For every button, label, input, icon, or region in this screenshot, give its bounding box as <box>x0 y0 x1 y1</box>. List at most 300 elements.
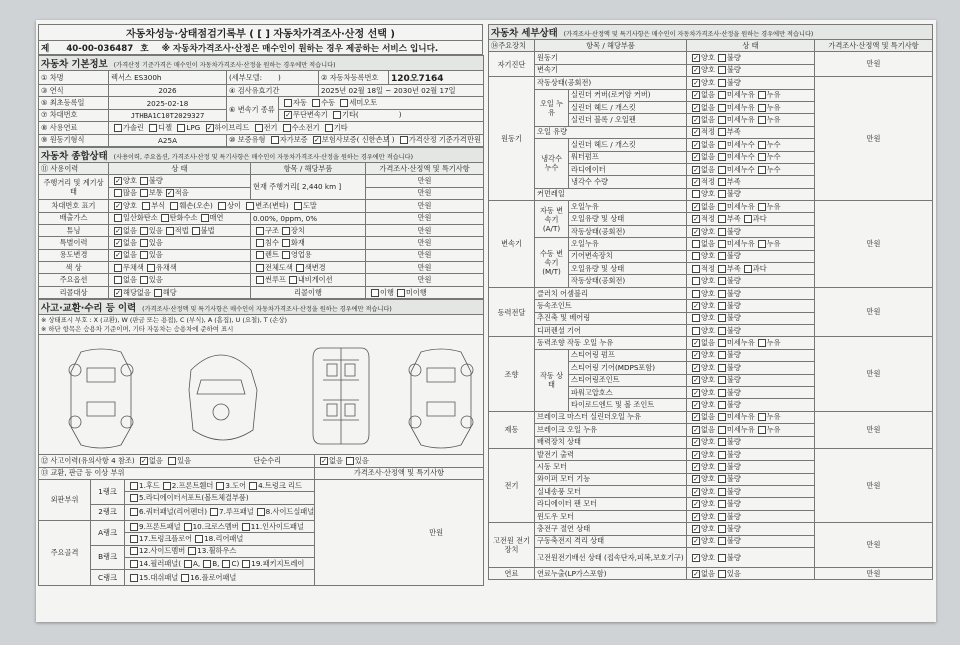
detail-sub-name: 수동 변속기 (M/T) <box>535 238 569 288</box>
checkbox[interactable] <box>718 389 726 397</box>
detail-header-device: ⑭주요장치 <box>489 40 535 52</box>
valid-label: ④ 검사유효기간 <box>227 85 319 97</box>
checkbox[interactable] <box>718 413 726 421</box>
detail-state <box>687 498 815 510</box>
option-label: 불량 <box>726 226 741 236</box>
rank2: 2랭크 <box>91 504 125 520</box>
checkbox[interactable] <box>692 525 700 533</box>
checkbox[interactable] <box>692 513 700 521</box>
option-label: 불량 <box>726 313 741 323</box>
engine: A25A <box>109 134 227 146</box>
checkbox[interactable] <box>692 327 700 335</box>
parts-price: 만원 <box>315 480 484 586</box>
basic-info-table <box>38 55 484 147</box>
detail-state <box>687 473 815 485</box>
detail-row <box>489 568 933 580</box>
option-label: 불량 <box>726 288 741 298</box>
option-label: 있음 <box>726 568 741 578</box>
checkbox[interactable] <box>692 302 700 310</box>
detail-item: 오일누유 <box>569 201 687 213</box>
detail-row <box>489 448 933 460</box>
option-label: 누유 <box>766 412 781 422</box>
checkbox[interactable] <box>744 265 752 273</box>
option-label: 불량 <box>726 65 741 75</box>
detail-group-name: 고전원 전기장치 <box>489 523 535 568</box>
option-label: 없음 <box>701 238 715 248</box>
option-label: 불량 <box>726 523 741 533</box>
checkbox[interactable] <box>718 513 726 521</box>
detail-item: 스티어링 기어(MDPS포함) <box>569 362 687 374</box>
detail-item: 작동상태(공회전) <box>535 77 687 89</box>
option-label: 적정 <box>701 263 715 273</box>
checkbox[interactable] <box>758 203 766 211</box>
option-label: 불량 <box>726 375 741 385</box>
recall-opts: ✓ 해당없음 해당 <box>109 286 251 298</box>
option-label: 적정 <box>701 214 715 224</box>
checkbox[interactable] <box>692 228 700 236</box>
detail-group-name: 자기진단 <box>489 52 535 77</box>
option-label: 누수 <box>766 139 781 149</box>
option-label: 양호 <box>701 437 715 447</box>
checkbox[interactable] <box>718 327 726 335</box>
tuning-price: 만원 <box>366 224 484 236</box>
overall-header-item: 항목 / 해당부품 <box>251 162 366 174</box>
number-suffix: 호 <box>140 43 149 54</box>
trans-row-1: 자동 수동 세미오토 <box>279 97 484 109</box>
detail-item: 동력조향 작동 오일 누유 <box>535 337 687 349</box>
rank2-items: 6.쿼터패널(리어펜더) 7.루프패널 8.사이드실패널 <box>125 504 315 520</box>
detail-group-name: 조향 <box>489 337 535 411</box>
detail-item: 오일누유 <box>569 238 687 250</box>
special-label: 특별이력 <box>39 237 109 249</box>
option-label: 양호 <box>701 288 715 298</box>
color-price: 만원 <box>366 262 484 274</box>
checkbox[interactable] <box>692 426 700 434</box>
fuel-options: 가솔린 디젤 LPG ✓ 하이브리드 전기 수소전기 기타 <box>109 122 484 134</box>
first-reg-label: ⑤ 최초등록일 <box>39 97 109 109</box>
checkbox[interactable] <box>718 277 726 285</box>
detail-price: 만원 <box>815 523 933 568</box>
detail-state <box>687 324 815 336</box>
option-label: 없음 <box>701 139 715 149</box>
checkbox[interactable] <box>758 116 766 124</box>
detail-price: 만원 <box>815 52 933 77</box>
header-table <box>38 24 483 55</box>
trans-label: ⑥ 변속기 종류 <box>227 97 279 122</box>
detail-item: 라디에이터 <box>569 163 687 175</box>
color-label: 색 상 <box>39 262 109 274</box>
detail-state <box>687 510 815 522</box>
detail-state <box>687 436 815 448</box>
option-label: 불량 <box>726 400 741 410</box>
checkbox[interactable] <box>758 91 766 99</box>
detail-state <box>687 52 815 64</box>
emission-values: 0.00%, 0ppm, 0% <box>251 212 366 224</box>
accident-table <box>38 299 484 586</box>
detail-item: 기어변속장치 <box>569 250 687 262</box>
checkbox[interactable] <box>692 66 700 74</box>
option-label: 없음 <box>701 424 715 434</box>
detail-item: 윈도우 모터 <box>535 510 687 522</box>
option-label: 양호 <box>701 387 715 397</box>
detail-state <box>687 448 815 460</box>
checkbox[interactable] <box>718 488 726 496</box>
checkbox[interactable] <box>718 228 726 236</box>
option-label: 미세누유 <box>726 201 755 211</box>
checkbox[interactable] <box>692 79 700 87</box>
checkbox[interactable] <box>692 203 700 211</box>
checkbox[interactable] <box>718 426 726 434</box>
checkbox[interactable] <box>718 178 726 186</box>
checkbox[interactable] <box>758 141 766 149</box>
emission-opts: 일산화탄소 탄화수소 매연 <box>109 212 251 224</box>
detail-sub-name: 냉각수 누수 <box>535 139 569 189</box>
option-label: 미세누유 <box>726 338 755 348</box>
checkbox[interactable] <box>718 79 726 87</box>
checkbox[interactable] <box>692 166 700 174</box>
checkbox[interactable] <box>718 475 726 483</box>
rank1-items-2: 5.라디에이터서포트(볼트체결부품) <box>125 492 315 504</box>
checkbox[interactable] <box>718 554 726 562</box>
checkbox[interactable] <box>718 104 726 112</box>
detail-header-price: 가격조사·산정액 및 특기사항 <box>815 40 933 52</box>
option-label: 불량 <box>726 486 741 496</box>
option-label: 적정 <box>701 127 715 137</box>
option-label: 불량 <box>726 362 741 372</box>
checkbox[interactable] <box>718 537 726 545</box>
detail-header-item: 항목 / 해당부품 <box>535 40 687 52</box>
checkbox[interactable] <box>718 463 726 471</box>
detail-state <box>687 89 815 101</box>
checkbox[interactable] <box>758 166 766 174</box>
checkbox[interactable] <box>718 128 726 136</box>
checkbox[interactable] <box>718 438 726 446</box>
option-label: 없음 <box>701 568 715 578</box>
checkbox[interactable] <box>718 302 726 310</box>
option-label: 부족 <box>726 127 741 137</box>
detail-group-name: 제동 <box>489 411 535 448</box>
detail-state <box>687 411 815 423</box>
mileage-price: 만원 <box>366 175 484 187</box>
checkbox[interactable] <box>692 554 700 562</box>
option-label: 미세누유 <box>726 115 755 125</box>
option-label: 양호 <box>701 251 715 261</box>
detail-state <box>687 486 815 498</box>
detail-sub-name: 오일 누유 <box>535 89 569 126</box>
rankB: B랭크 <box>91 545 125 570</box>
detail-state <box>687 263 815 275</box>
detail-item: 실린더 커버(로커암 커버) <box>569 89 687 101</box>
form-number: 40-00-036487 <box>66 43 134 54</box>
checkbox[interactable] <box>692 252 700 260</box>
option-label: 불량 <box>726 350 741 360</box>
checkbox[interactable] <box>692 116 700 124</box>
mileage-price-2: 만원 <box>366 187 484 199</box>
mileage-state-2: 많음 보통✓ 적음 <box>109 187 251 199</box>
checkbox[interactable] <box>758 413 766 421</box>
checkbox[interactable] <box>692 128 700 136</box>
accident-legend: ※ 상태표시 부호 : X (교환), W (판금 또는 용접), C (부식), A (흠집), U (요철), T (손상) ※ 하단 항목은 승용차 기준이며, 기타 자동차는 승용차에 준하여 표시 <box>39 315 484 335</box>
option-label: 과다 <box>752 263 767 273</box>
detail-state <box>687 535 815 547</box>
detail-item: 충전구 절연 상태 <box>535 523 687 535</box>
checkbox[interactable] <box>692 389 700 397</box>
option-label: 없음 <box>701 338 715 348</box>
detail-state <box>687 275 815 287</box>
mileage-state-1: ✓양호 불량 <box>109 175 251 187</box>
checkbox[interactable] <box>692 277 700 285</box>
emission-price: 만원 <box>366 212 484 224</box>
checkbox[interactable] <box>692 351 700 359</box>
checkbox[interactable] <box>692 339 700 347</box>
option-label: 미세누수 <box>726 139 755 149</box>
detail-item: 실린더 헤드 / 개스킷 <box>569 101 687 113</box>
detail-row <box>489 523 933 535</box>
option-label: 양호 <box>701 486 715 496</box>
checkbox[interactable] <box>744 215 752 223</box>
option-label: 양호 <box>701 499 715 509</box>
checkbox[interactable] <box>692 413 700 421</box>
option-label: 누유 <box>766 115 781 125</box>
checkbox[interactable] <box>692 463 700 471</box>
option-label: 불량 <box>726 461 741 471</box>
detail-state <box>687 523 815 535</box>
checkbox[interactable] <box>758 339 766 347</box>
option-label: 미세누유 <box>726 102 755 112</box>
checkbox[interactable] <box>718 376 726 384</box>
option-label: 양호 <box>701 300 715 310</box>
detail-item: 추진축 및 베어링 <box>535 312 687 324</box>
option-label: 양호 <box>701 523 715 533</box>
checkbox[interactable] <box>718 240 726 248</box>
overall-header-use: ⑪ 사용이력 <box>39 162 109 174</box>
valid-period: 2025년 02월 18일 ~ 2030년 02월 17일 <box>319 85 484 97</box>
checkbox[interactable] <box>692 364 700 372</box>
detail-state <box>687 126 815 138</box>
option-label: 적정 <box>701 176 715 186</box>
option-label: 불량 <box>726 77 741 87</box>
checkbox[interactable] <box>692 104 700 112</box>
checkbox[interactable] <box>718 203 726 211</box>
form-number-row <box>39 41 483 55</box>
use-change-opts: ✓ 없음 있음 <box>109 249 251 261</box>
checkbox[interactable] <box>718 116 726 124</box>
right-column <box>488 24 932 580</box>
option-label: 누수 <box>766 164 781 174</box>
checkbox[interactable] <box>718 525 726 533</box>
option-label: 누수 <box>766 152 781 162</box>
option-label: 없음 <box>701 412 715 422</box>
checkbox[interactable] <box>718 66 726 74</box>
checkbox[interactable] <box>718 339 726 347</box>
detail-state <box>687 386 815 398</box>
rankC: C랭크 <box>91 570 125 586</box>
vin-state-opts: ✓ 양호 부식 훼손(오손) 상이 변조(변타) 도말 <box>109 200 366 212</box>
checkbox[interactable] <box>692 265 700 273</box>
detail-group-name: 동력전달 <box>489 287 535 337</box>
checkbox[interactable] <box>718 401 726 409</box>
checkbox[interactable] <box>692 475 700 483</box>
option-label: 없음 <box>701 90 715 100</box>
detail-state <box>687 362 815 374</box>
basic-info-heading: 자동차 기본정보 (가격산정 기준가격은 매수인이 자동차가격조사·산정을 원하는 경우에만 적습니다) <box>39 56 484 71</box>
option-label: 양호 <box>701 325 715 335</box>
checkbox[interactable] <box>692 401 700 409</box>
checkbox[interactable] <box>692 570 700 578</box>
checkbox[interactable] <box>718 500 726 508</box>
checkbox[interactable] <box>718 141 726 149</box>
option-label: 주요옵션 <box>39 274 109 286</box>
rankA-items-2: 17.트렁크플로어 18.리어패널 <box>125 533 315 545</box>
detail-state <box>687 250 815 262</box>
detail-item: 라디에이터 팬 모터 <box>535 498 687 510</box>
checkbox[interactable] <box>718 54 726 62</box>
detail-state <box>687 568 815 580</box>
checkbox[interactable] <box>692 290 700 298</box>
option-label: 누유 <box>766 338 781 348</box>
checkbox[interactable] <box>718 252 726 260</box>
checkbox[interactable] <box>692 153 700 161</box>
checkbox[interactable] <box>718 290 726 298</box>
checkbox[interactable] <box>692 54 700 62</box>
checkbox[interactable] <box>718 265 726 273</box>
detail-item: 오일 유량 <box>535 126 687 138</box>
detail-state <box>687 337 815 349</box>
checkbox[interactable] <box>692 376 700 384</box>
option-label: 양호 <box>701 536 715 546</box>
accident-history-row: ⑫ 사고이력(유의사항 4 참조) ✓ 없음 있음 단순수리 <box>39 455 315 467</box>
option-label: 양호 <box>701 474 715 484</box>
detail-row <box>489 52 933 64</box>
option-label: 불량 <box>726 511 741 521</box>
checkbox[interactable] <box>692 500 700 508</box>
checkbox[interactable] <box>692 537 700 545</box>
detail-row <box>489 337 933 349</box>
option-label: 과다 <box>752 214 767 224</box>
rank1-items: 1.후드 2.프론트휀더 3.도어 4.트렁크 리드 <box>125 480 315 492</box>
detail-row <box>489 411 933 423</box>
checkbox[interactable] <box>692 488 700 496</box>
detail-state <box>687 461 815 473</box>
detail-table <box>488 24 933 580</box>
detail-price: 만원 <box>815 448 933 522</box>
checkbox[interactable] <box>718 364 726 372</box>
checkbox[interactable] <box>718 166 726 174</box>
color-opts: 무채색 유채색 <box>109 262 251 274</box>
detail-item: 실린더 헤드 / 개스킷 <box>569 139 687 151</box>
checkbox[interactable] <box>692 240 700 248</box>
overall-header-price: 가격조사·산정액 및 특기사항 <box>366 162 484 174</box>
vin-price: 만원 <box>366 200 484 212</box>
car-name-label: ① 차명 <box>39 71 109 85</box>
checkbox[interactable] <box>718 215 726 223</box>
vin-label: ⑦ 차대번호 <box>39 109 109 121</box>
checkbox[interactable] <box>718 190 726 198</box>
checkbox[interactable] <box>718 351 726 359</box>
option-label: 미세누수 <box>726 164 755 174</box>
reg-no: 120오7164 <box>389 71 484 85</box>
year: 2026 <box>109 85 227 97</box>
detail-item: 브레이크 오일 누유 <box>535 424 687 436</box>
checkbox[interactable] <box>718 570 726 578</box>
detail-sub-name: 자동 변속기 (A/T) <box>535 201 569 238</box>
detail-state <box>687 287 815 299</box>
checkbox[interactable] <box>758 104 766 112</box>
car-diagrams <box>39 335 484 455</box>
option-label: 양호 <box>701 461 715 471</box>
detail-item: 디퍼렌셜 기어 <box>535 324 687 336</box>
checkbox[interactable] <box>692 438 700 446</box>
option-label: 미세누유 <box>726 238 755 248</box>
checkbox[interactable] <box>758 426 766 434</box>
checkbox[interactable] <box>692 215 700 223</box>
recall-item: 리콜이행 <box>251 286 366 298</box>
checkbox[interactable] <box>758 240 766 248</box>
checkbox[interactable] <box>718 91 726 99</box>
checkbox[interactable] <box>692 178 700 186</box>
option-items: 썬루프 내비게이션 <box>251 274 366 286</box>
option-label: 누유 <box>766 424 781 434</box>
use-change-price: 만원 <box>366 249 484 261</box>
option-opts: 없음 있음 <box>109 274 251 286</box>
detail-item: 와이퍼 모터 기능 <box>535 473 687 485</box>
parts-price-header: 가격조사·산정액 및 특기사항 <box>315 467 484 479</box>
detail-header-state: 상 태 <box>687 40 815 52</box>
option-label: 양호 <box>701 552 715 562</box>
option-label: 양호 <box>701 226 715 236</box>
detail-sub-name: 작동 상태 <box>535 349 569 411</box>
checkbox[interactable] <box>692 91 700 99</box>
option-label: 미세누유 <box>726 424 755 434</box>
detail-item: 연료누출(LP가스포함) <box>535 568 687 580</box>
parts-header: ⑬ 교환, 판금 등 이상 부위 <box>39 467 315 479</box>
option-label: 양호 <box>701 375 715 385</box>
detail-item: 실린더 블록 / 오일팬 <box>569 114 687 126</box>
option-label: 양호 <box>701 77 715 87</box>
option-label: 양호 <box>701 313 715 323</box>
option-label: 양호 <box>701 362 715 372</box>
detail-item: 시동 모터 <box>535 461 687 473</box>
detail-item: 배력장치 상태 <box>535 436 687 448</box>
option-label: 불량 <box>726 276 741 286</box>
overall-header-state: 상 태 <box>109 162 251 174</box>
simple-repair-opts: ✓ 없음 있음 <box>315 455 484 467</box>
detail-item: 브레이크 마스터 실린더오일 누유 <box>535 411 687 423</box>
checkbox[interactable] <box>758 153 766 161</box>
option-label: 불량 <box>726 449 741 459</box>
vin-state-label: 차대번호 표기 <box>39 200 109 212</box>
special-price: 만원 <box>366 237 484 249</box>
checkbox[interactable] <box>692 190 700 198</box>
checkbox[interactable] <box>718 314 726 322</box>
detail-state <box>687 238 815 250</box>
detail-state <box>687 188 815 200</box>
use-change-items: 렌트 영업용 <box>251 249 366 261</box>
checkbox[interactable] <box>692 451 700 459</box>
detail-state <box>687 548 815 568</box>
use-change-label: 용도변경 <box>39 249 109 261</box>
checkbox[interactable] <box>718 153 726 161</box>
option-label: 누유 <box>766 90 781 100</box>
checkbox[interactable] <box>692 141 700 149</box>
vin: JTHBA1C10T2029327 <box>109 109 227 121</box>
option-label: 양호 <box>701 350 715 360</box>
rankA: A랭크 <box>91 520 125 545</box>
checkbox[interactable] <box>692 314 700 322</box>
checkbox[interactable] <box>718 451 726 459</box>
mileage-label: 주행거리 및 계기상태 <box>39 175 109 200</box>
detail-state <box>687 349 815 361</box>
